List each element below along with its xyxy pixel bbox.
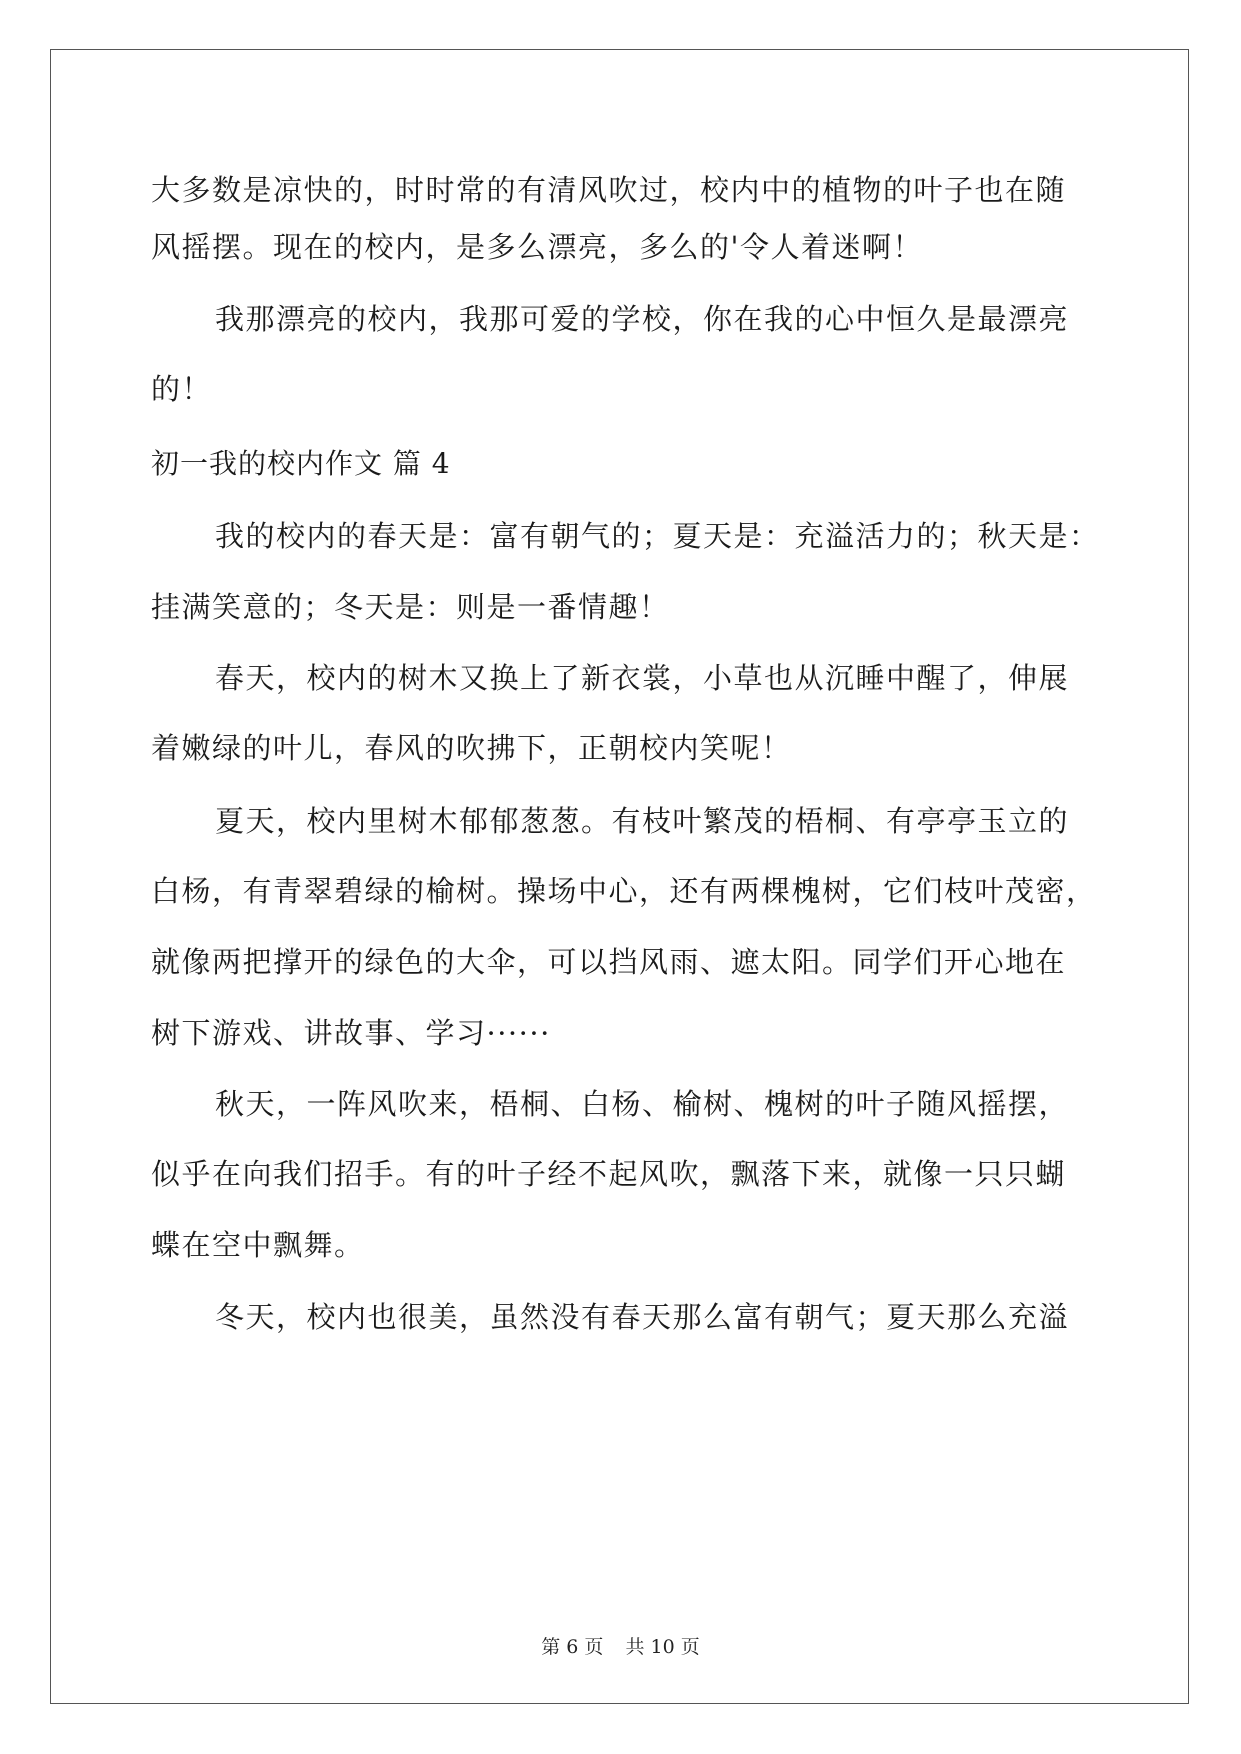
text-line: 大多数是凉快的，时时常的有清风吹过，校内中的植物的叶子也在随 [151,173,1067,207]
paragraph-start: 春天，校内的树木又换上了新衣裳，小草也从沉睡中醒了，伸展 [215,661,1070,695]
paragraph-start: 夏天，校内里树木郁郁葱葱。有枝叶繁茂的梧桐、有亭亭玉立的 [215,804,1070,838]
paragraph-start: 冬天，校内也很美，虽然没有春天那么富有朝气；夏天那么充溢 [215,1300,1070,1334]
text-line: 着嫩绿的叶儿，春风的吹拂下，正朝校内笑呢！ [151,731,792,765]
text-line: 白杨，有青翠碧绿的榆树。操场中心，还有两棵槐树，它们枝叶茂密， [151,874,1097,908]
text-line: 似乎在向我们招手。有的叶子经不起风吹，飘落下来，就像一只只蝴 [151,1157,1067,1191]
text-line: 的！ [151,372,213,406]
paragraph-start: 我的校内的春天是：富有朝气的；夏天是：充溢活力的；秋天是： [215,519,1100,553]
page-number: 第 6 页 [541,1636,604,1658]
page-footer [0,1632,1241,1659]
text-line: 挂满笑意的；冬天是：则是一番情趣！ [151,590,670,624]
page-total: 共 10 页 [625,1636,700,1658]
text-line: 蝶在空中飘舞。 [151,1228,365,1262]
text-line: 风摇摆。现在的校内，是多么漂亮，多么的'令人着迷啊！ [151,230,923,264]
paragraph-start: 我那漂亮的校内，我那可爱的学校，你在我的心中恒久是最漂亮 [215,302,1070,336]
section-heading: 初一我的校内作文 篇 4 [151,447,451,480]
text-line: 树下游戏、讲故事、学习······ [151,1016,551,1050]
paragraph-start: 秋天，一阵风吹来，梧桐、白杨、榆树、槐树的叶子随风摇摆， [215,1087,1070,1121]
text-line: 就像两把撑开的绿色的大伞，可以挡风雨、遮太阳。同学们开心地在 [151,945,1067,979]
